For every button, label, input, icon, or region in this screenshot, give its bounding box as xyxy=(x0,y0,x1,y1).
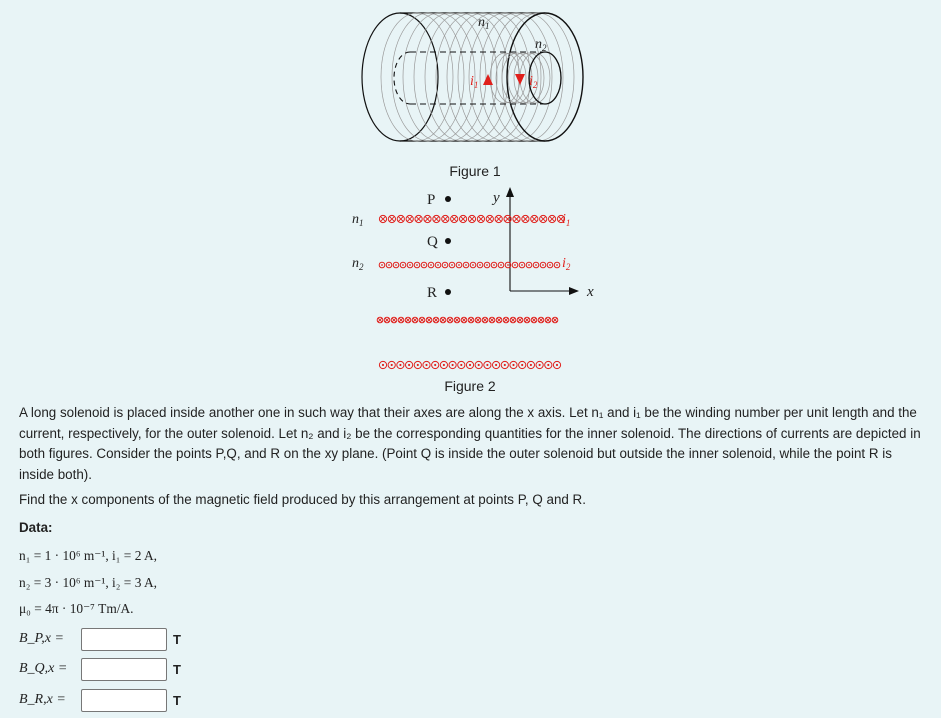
dot-center xyxy=(417,364,419,366)
point-p-label: P xyxy=(427,192,436,208)
data-line-1: n₁ = 1 · 10⁶ m⁻¹, i₁ = 2 A, xyxy=(19,548,158,563)
dot-center xyxy=(486,264,488,266)
dot-center xyxy=(395,264,397,266)
dot-center xyxy=(479,264,481,266)
dot-center xyxy=(512,364,514,366)
inner-left-end-dashed xyxy=(394,52,410,104)
outer-windings xyxy=(381,13,574,141)
dot-center xyxy=(423,264,425,266)
dot-center xyxy=(465,264,467,266)
answer-label-brx: B_R,x = xyxy=(19,692,66,707)
fig1-label-n2: $n_2$ xyxy=(535,37,547,53)
answer-row-bqx xyxy=(19,657,181,681)
figure1-solenoids-diagram xyxy=(355,5,595,155)
dot-center xyxy=(381,264,383,266)
dot-center xyxy=(539,364,541,366)
data-line-2: n₂ = 3 · 10⁶ m⁻¹, i₂ = 3 A, xyxy=(19,575,158,590)
dot-center xyxy=(504,364,506,366)
figure1-caption: Figure 1 xyxy=(449,163,501,179)
dot-center xyxy=(495,364,497,366)
answer-label-bpx: B_P,x = xyxy=(19,631,64,646)
point-r-label: R xyxy=(427,285,438,301)
fig2-label-n2: $n_2$ xyxy=(352,256,364,272)
point-r-dot xyxy=(445,289,451,295)
fig1-current-arrow-down xyxy=(515,74,525,85)
dot-center xyxy=(437,264,439,266)
inner-solenoid xyxy=(394,52,561,104)
dot-center xyxy=(500,264,502,266)
dot-center xyxy=(472,264,474,266)
y-axis-label: y xyxy=(493,190,500,206)
fig2-label-i2: $i_2$ xyxy=(562,256,571,272)
answer-input-bpx[interactable] xyxy=(81,628,167,651)
answer-row-bpx xyxy=(19,627,181,651)
problem-question: Find the x components of the magnetic field produced by this arrangement at points P, Q and R. xyxy=(19,492,586,507)
dot-center xyxy=(469,364,471,366)
dot-center xyxy=(530,364,532,366)
dot-center xyxy=(493,264,495,266)
point-q-label: Q xyxy=(427,234,438,250)
data-line-3: μ₀ = 4π · 10⁻⁷ Tm/A. xyxy=(19,601,134,616)
dot-center xyxy=(434,364,436,366)
answer-label-bqx: B_Q,x = xyxy=(19,661,68,676)
x-axis-label: x xyxy=(587,284,594,300)
dot-center xyxy=(430,264,432,266)
dot-center xyxy=(399,364,401,366)
outer-top-winding-row xyxy=(379,215,564,222)
dot-center xyxy=(460,364,462,366)
dot-center xyxy=(452,364,454,366)
dot-center xyxy=(451,264,453,266)
inner-top-winding-row xyxy=(379,262,560,268)
dot-center xyxy=(528,264,530,266)
dot-center xyxy=(486,364,488,366)
figure2-caption: Figure 2 xyxy=(444,378,496,394)
dot-center xyxy=(416,264,418,266)
dot-center xyxy=(402,264,404,266)
dot-center xyxy=(542,264,544,266)
dot-center xyxy=(409,264,411,266)
dot-center xyxy=(388,264,390,266)
outer-left-end xyxy=(362,13,438,141)
point-q-dot xyxy=(445,238,451,244)
dot-center xyxy=(521,264,523,266)
answer-input-brx[interactable] xyxy=(81,689,167,712)
fig2-label-n1: $n_1$ xyxy=(352,212,364,228)
dot-center xyxy=(444,264,446,266)
answer-unit-brx: T xyxy=(173,692,181,708)
answer-unit-bpx: T xyxy=(173,631,181,647)
dot-center xyxy=(507,264,509,266)
point-p-dot xyxy=(445,196,451,202)
fig1-label-i2: $i_2$ xyxy=(529,74,538,90)
dot-center xyxy=(549,264,551,266)
dot-center xyxy=(443,364,445,366)
fig1-current-arrow-up xyxy=(483,74,493,85)
data-heading: Data: xyxy=(19,520,53,535)
dot-center xyxy=(478,364,480,366)
fig2-label-i1: $i_1$ xyxy=(562,212,571,228)
dot-center xyxy=(521,364,523,366)
dot-center xyxy=(391,364,393,366)
inner-bottom-winding-row xyxy=(377,317,558,323)
dot-center xyxy=(547,364,549,366)
inner-winding-loop xyxy=(490,53,520,103)
problem-paragraph: A long solenoid is placed inside another one in such way that their axes are along the x axis. Let n₁ and i₁ be the winding number per unit length and the current, respectively, for the outer solenoid. Let n₂ and i₂ be the corresponding quantities for the inner solenoid. The directions of currents are depicted in both figures. Consider the points P,Q, and R on the xy plane. (Point Q is inside the outer solenoid but outside the inner solenoid, while the point R is inside both). xyxy=(19,405,921,482)
answer-unit-bqx: T xyxy=(173,661,181,677)
fig1-label-n1: $n_1$ xyxy=(478,15,490,31)
figure2-cross-section-diagram xyxy=(340,185,620,375)
answer-row-brx xyxy=(19,688,181,712)
dot-center xyxy=(556,364,558,366)
inner-winding-loop xyxy=(520,53,550,103)
outer-bottom-winding-row xyxy=(379,361,560,368)
dot-center xyxy=(382,364,384,366)
dot-center xyxy=(408,364,410,366)
dot-center xyxy=(535,264,537,266)
dot-center xyxy=(425,364,427,366)
dot-center xyxy=(514,264,516,266)
dot-center xyxy=(556,264,558,266)
answer-input-bqx[interactable] xyxy=(81,658,167,681)
fig1-label-i1: $i_1$ xyxy=(470,74,479,90)
dot-center xyxy=(458,264,460,266)
y-axis-arrowhead xyxy=(506,187,514,197)
x-axis-arrowhead xyxy=(569,287,579,295)
